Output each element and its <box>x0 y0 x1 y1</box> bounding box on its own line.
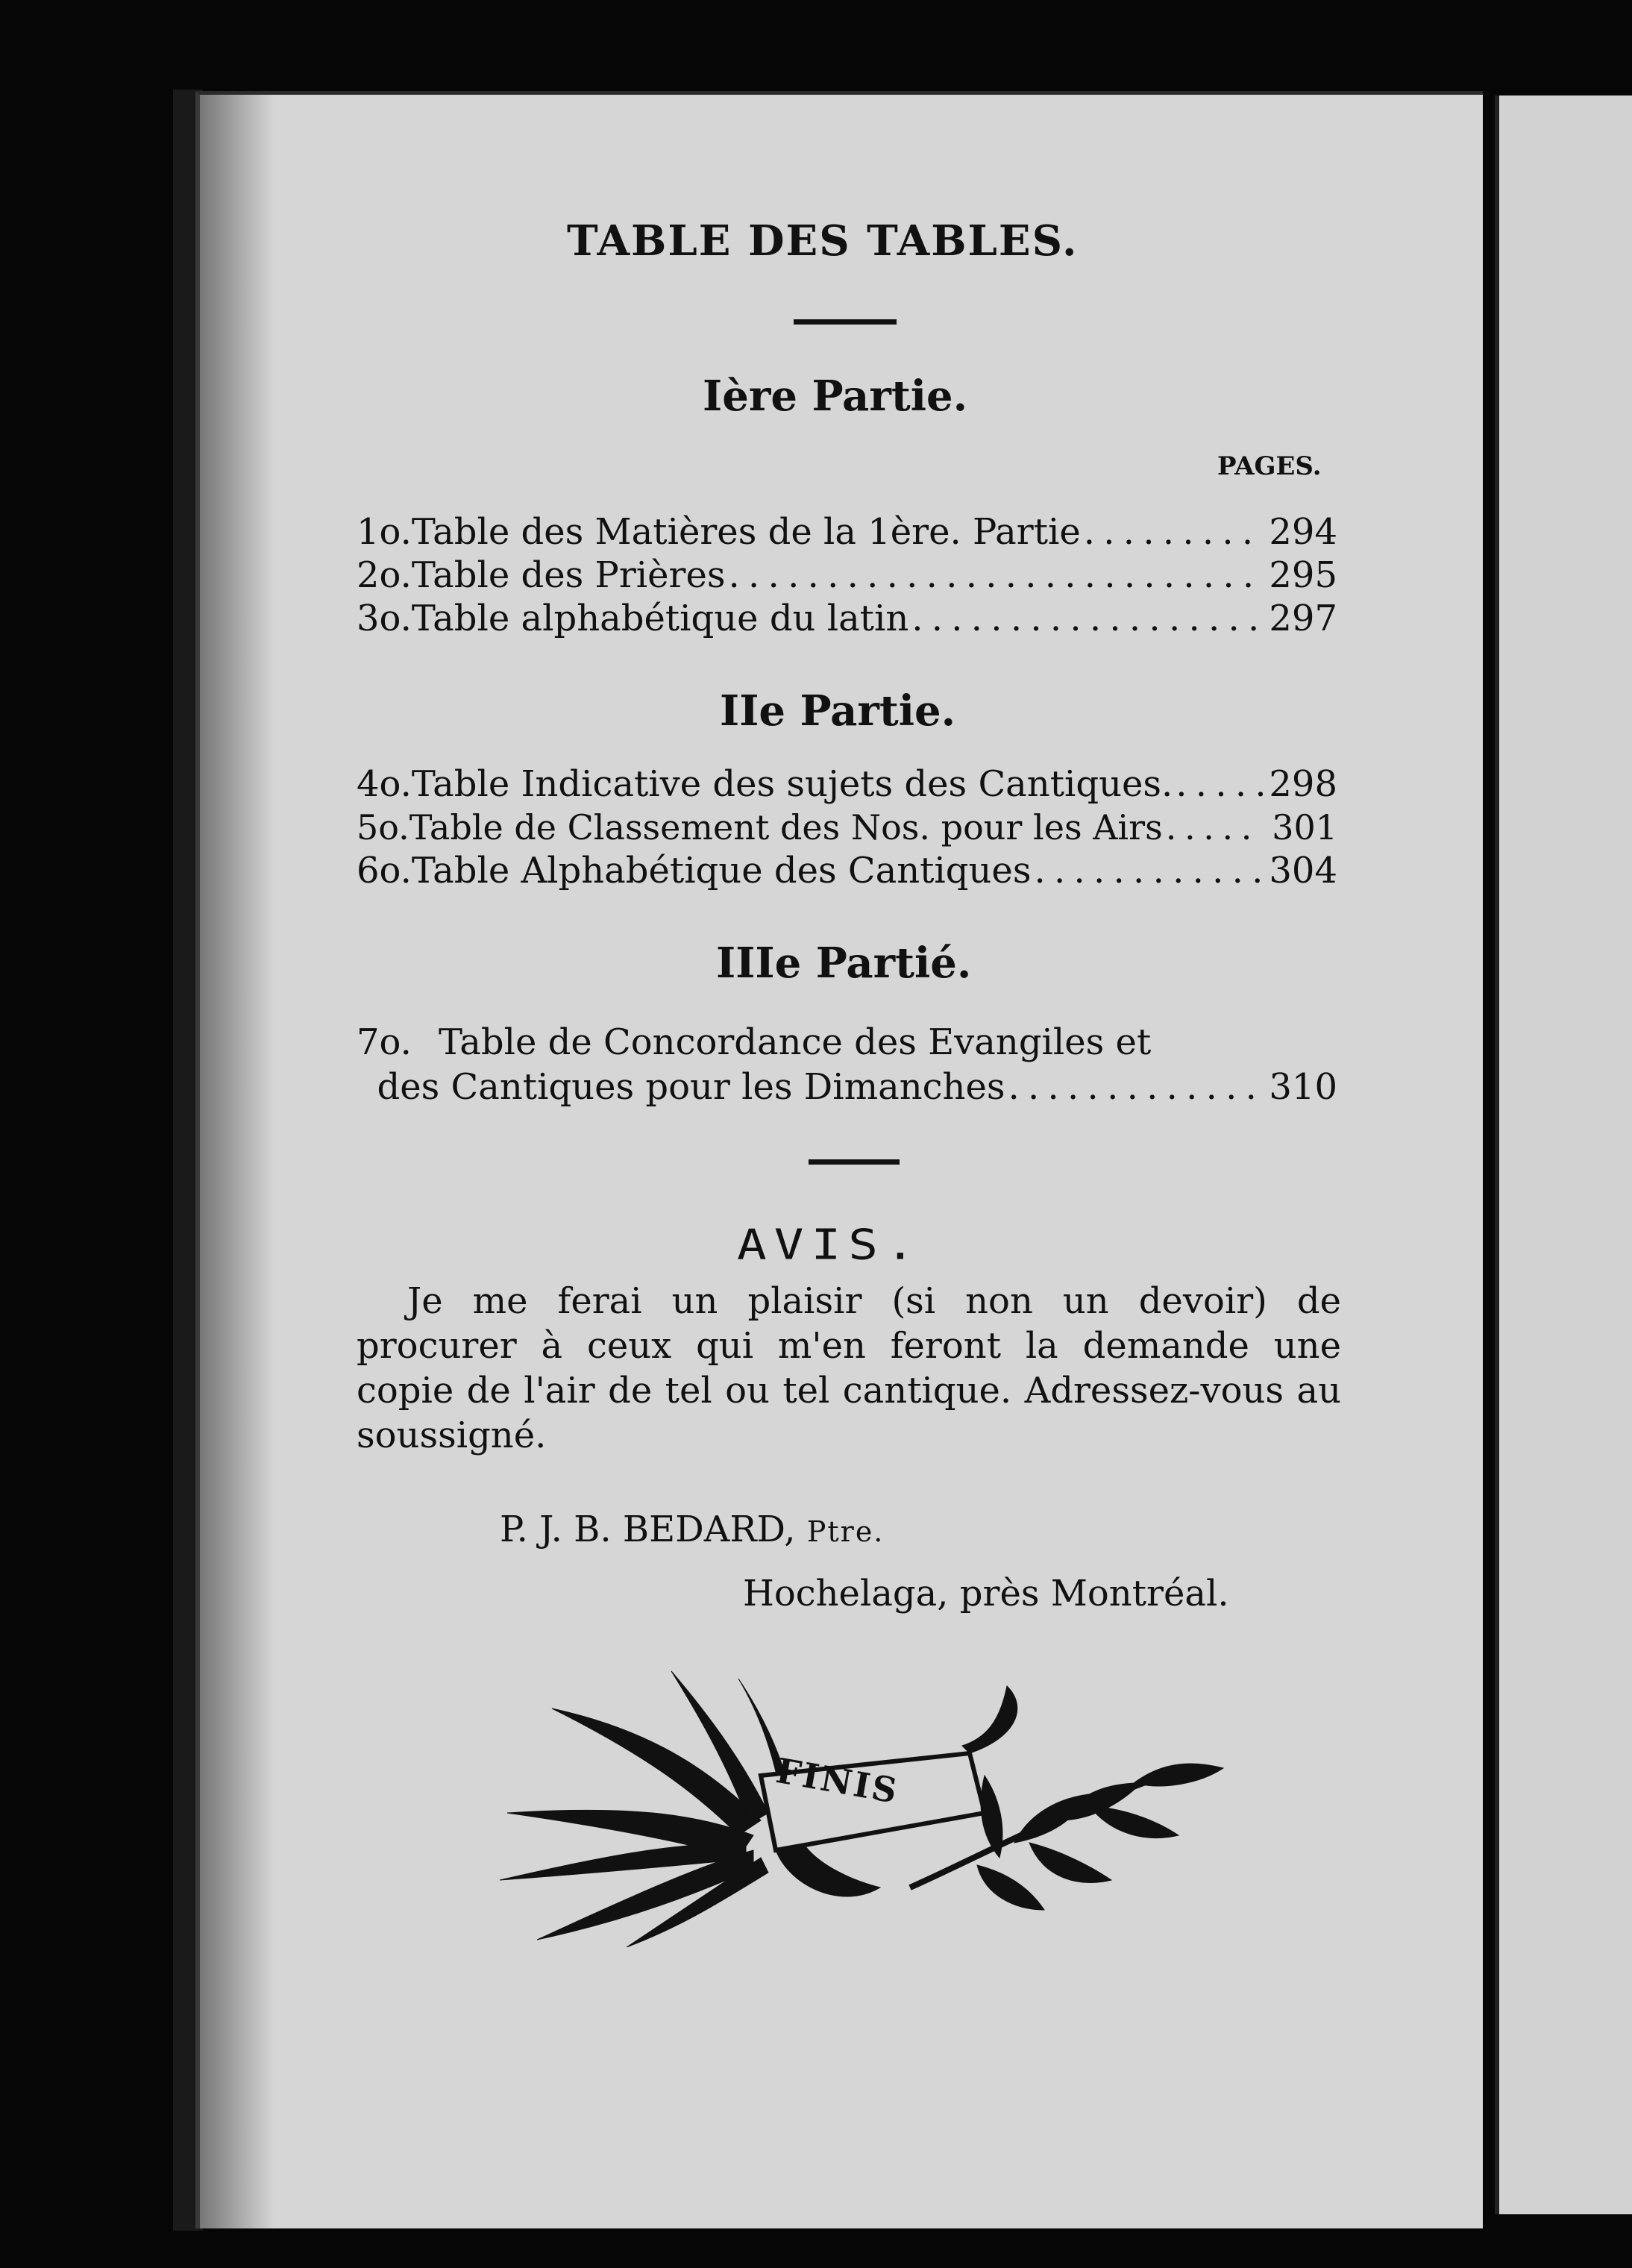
toc-entry-3 <box>357 597 1337 640</box>
entry-number: 4o. <box>357 763 412 805</box>
dot-leader <box>1008 1065 1263 1109</box>
part-heading-3: IIIe Partié. <box>716 939 972 988</box>
page-title: TABLE DES TABLES. <box>567 216 1079 266</box>
dot-leader <box>729 554 1263 597</box>
toc-entry-4 <box>357 762 1337 806</box>
finis-label: FINIS <box>773 1750 903 1811</box>
signature-name: P. J. B. BEDARD, <box>500 1509 796 1550</box>
title-rule <box>794 319 897 325</box>
pages-column-label: PAGES. <box>1217 451 1322 481</box>
part-heading-1: Ière Partie. <box>703 372 968 421</box>
entry-number: 7o. <box>357 1021 412 1063</box>
avis-paragraph: Je me ferai un plaisir (si non un devoir) de procurer à ceux qui m'en feront la demande une copie de l'air de tel ou tel cantique. Adressez-vous au soussigné. <box>357 1280 1341 1456</box>
entry-page: 297 <box>1269 598 1337 639</box>
toc-entry-1 <box>357 510 1337 554</box>
entry-title: Table alphabétique du latin <box>411 598 909 639</box>
entry-page: 301 <box>1272 807 1337 848</box>
dot-leader <box>1084 510 1263 554</box>
entry-page: 298 <box>1269 763 1337 805</box>
toc-entry-6 <box>357 849 1337 892</box>
entry-title: Table de Classement des Nos. pour les Airs <box>409 807 1163 848</box>
entry-title: des Cantiques pour les Dimanches <box>377 1066 1005 1108</box>
toc-entry-5 <box>357 806 1337 849</box>
signature-title: Ptre. <box>806 1515 885 1548</box>
dot-leader <box>1166 806 1263 849</box>
entry-title: Table de Concordance des Evangiles et <box>439 1021 1152 1063</box>
entry-page: 295 <box>1269 554 1337 596</box>
toc-entry-7 <box>357 1021 1337 1064</box>
entry-number: 5o. <box>357 807 409 848</box>
entry-page: 294 <box>1269 511 1337 553</box>
entry-page: 310 <box>1269 1066 1337 1108</box>
dot-leader <box>911 597 1263 640</box>
avis-heading: AVIS. <box>737 1220 923 1270</box>
signature <box>500 1509 884 1550</box>
toc-entry-7-continued <box>357 1065 1337 1109</box>
entry-number: 2o. <box>357 554 412 596</box>
section-rule <box>809 1159 900 1165</box>
entry-number: 6o. <box>357 850 412 892</box>
entry-title: Table des Prières <box>411 554 726 596</box>
entry-number: 1o. <box>357 511 412 553</box>
dot-leader <box>1034 849 1263 892</box>
entry-title: Table Alphabétique des Cantiques <box>411 850 1032 892</box>
entry-number: 3o. <box>357 598 412 639</box>
facing-page-edge <box>1495 95 1632 2214</box>
toc-entry-2 <box>357 554 1337 597</box>
entry-title: Table des Matières de la 1ère. Partie <box>411 511 1081 553</box>
entry-page: 304 <box>1269 850 1337 892</box>
part-heading-2: IIe Partie. <box>720 686 956 736</box>
entry-title: Table Indicative des sujets des Cantiques. <box>411 763 1173 805</box>
dot-leader <box>1176 762 1263 806</box>
signature-place: Hochelaga, près Montréal. <box>743 1573 1229 1614</box>
